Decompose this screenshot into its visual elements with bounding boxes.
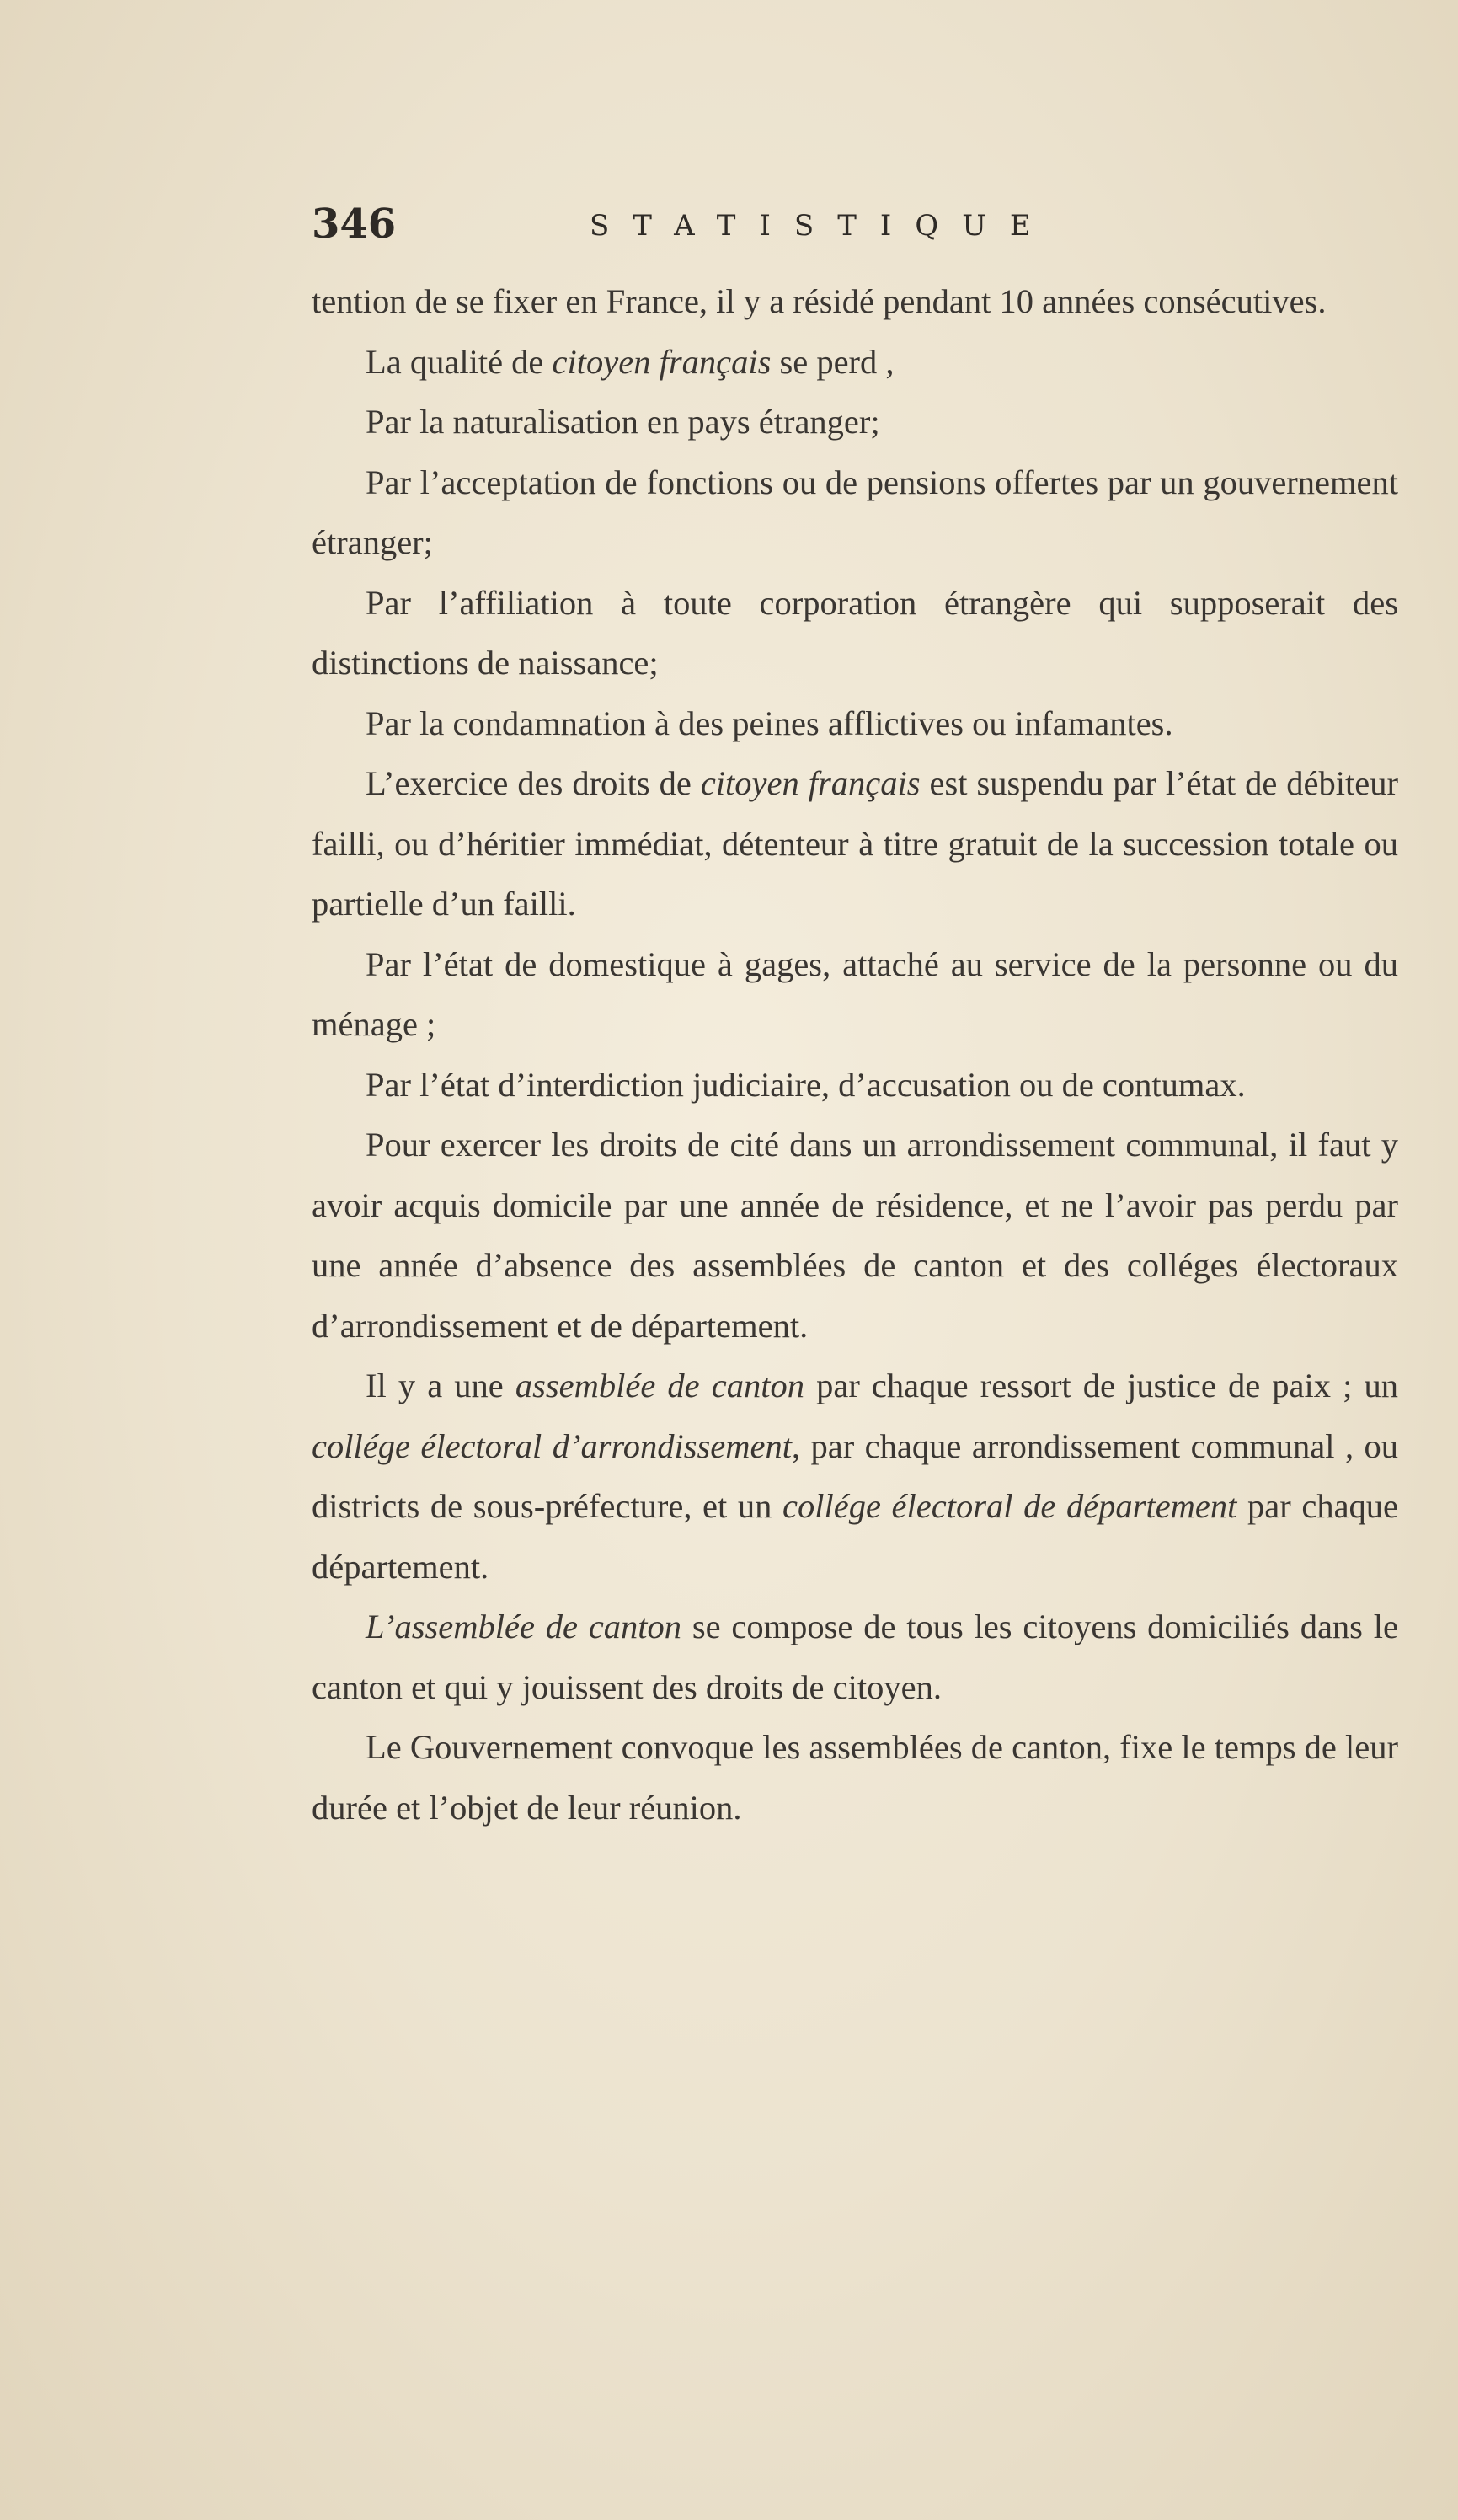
paragraph-text: par chaque ressort de justice de paix ; un [804,1367,1398,1404]
italic-text: citoyen français [700,764,921,802]
paragraph-text: La qualité de [366,342,553,381]
paragraph [312,1717,1398,1838]
paragraph-text: se compose de tous les citoyens domiciliés dans le canton et qui y jouissent des droits de citoyen. [312,1608,1398,1706]
paragraph [312,1055,1398,1116]
paragraph [312,1356,1398,1597]
paragraph-text: tention de se fixer en France, il y a résidé pendant 10 années consécutives. [312,282,1327,320]
paragraph [312,452,1398,573]
paragraph-text: Par l’état de domestique à gages, attaché au service de la personne ou du ménage ; [312,944,1398,1043]
paragraph-text: Il y a une [366,1367,515,1404]
paragraph-text: Par la naturalisation en pays étranger; [366,403,880,441]
paragraph-text: Par la condamnation à des peines afflictives ou infamantes. [366,704,1173,742]
paragraph-text: Par l’état d’interdiction judiciaire, d’accusation ou de contumax. [366,1065,1246,1104]
paragraph-text: se perd , [771,342,895,381]
italic-text: collége électoral de département [782,1487,1237,1525]
page-header [312,201,1398,251]
body-text [312,271,1398,1838]
paragraph [312,693,1398,754]
italic-text: L’assemblée de canton [366,1608,682,1645]
running-title: STATISTIQUE [590,209,1055,243]
page-number: 346 [312,201,397,248]
paragraph-text: Par l’acceptation de fonctions ou de pensions offertes par un gouvernement étranger; [312,463,1398,561]
paragraph [312,392,1398,452]
paragraph [312,1597,1398,1717]
paragraph [312,332,1398,393]
italic-text: citoyen français [552,342,772,381]
paragraph-text: L’exercice des droits de [366,764,701,802]
paragraph-text: Pour exercer les droits de cité dans un arrondissement communal, il faut y avoir acquis domicile par une année de résidence, et ne l’avoir pas perdu par une année d’absence des assemblées de canton et des colléges électoraux d’arrondissement et de département. [312,1126,1398,1345]
paragraph [312,1115,1398,1356]
paragraph-text: par chaque département. [312,1487,1399,1586]
paragraph-text: est suspendu par l’état de débiteur failli, ou d’héritier immédiat, détenteur à titre gratuit de la succession totale ou partielle d’un failli. [312,764,1399,923]
paragraph-text: , par chaque arrondissement communal , ou districts de sous-préfecture, et un [312,1426,1399,1525]
italic-text: assemblée de canton [515,1367,804,1404]
paragraph [312,271,1398,332]
paragraph [312,753,1398,934]
paragraph-text: Par l’affiliation à toute corporation étrangère qui supposerait des distinctions de naissance; [312,583,1398,682]
italic-text: collége électoral d’arrondissement [312,1426,792,1465]
paragraph-text: Le Gouvernement convoque les assemblées de canton, fixe le temps de leur durée et l’objet de leur réunion. [312,1728,1398,1827]
paragraph [312,573,1398,693]
paragraph [312,934,1398,1055]
